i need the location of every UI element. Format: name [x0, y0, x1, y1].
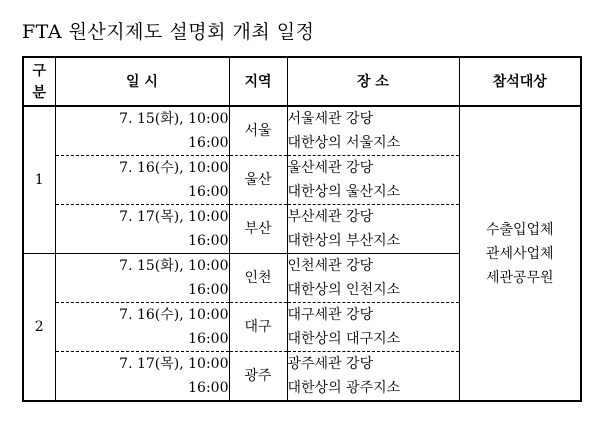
- datetime-cell: [55, 205, 229, 254]
- place-cell: [287, 352, 459, 402]
- header-datetime: 일 시: [55, 57, 229, 106]
- gubun-cell: 2: [23, 254, 55, 402]
- time-line: 16:00: [188, 282, 229, 298]
- place-line-2: 대한상의 부산지소: [287, 233, 401, 249]
- place-cell: [287, 106, 459, 156]
- date-line: 7. 17(목), 10:00: [119, 356, 229, 372]
- header-gubun-bottom: 분: [32, 84, 47, 101]
- place-line-2: 대한상의 울산지소: [287, 184, 401, 200]
- audience-line: 세관공무원: [485, 269, 554, 286]
- header-gubun-top: 구: [32, 62, 47, 79]
- place-line-1: 인천세관 강당: [287, 258, 374, 274]
- header-gubun: [23, 57, 55, 106]
- table-row: [23, 106, 581, 156]
- audience-line: 수출입업체: [485, 221, 554, 238]
- time-line: 16:00: [188, 233, 229, 249]
- place-line-2: 대한상의 대구지소: [287, 331, 401, 347]
- header-place: 장 소: [287, 57, 459, 106]
- region-cell: 대구: [229, 303, 287, 352]
- date-line: 7. 17(목), 10:00: [119, 209, 229, 225]
- time-line: 16:00: [188, 184, 229, 200]
- datetime-cell: [55, 156, 229, 205]
- date-line: 7. 16(수), 10:00: [119, 307, 229, 323]
- date-line: 7. 15(화), 10:00: [119, 258, 229, 274]
- header-audience: 참석대상: [459, 57, 581, 106]
- place-line-2: 대한상의 서울지소: [287, 135, 401, 151]
- region-cell: 광주: [229, 352, 287, 402]
- time-line: 16:00: [188, 331, 229, 347]
- place-line-1: 부산세관 강당: [287, 209, 374, 225]
- time-line: 16:00: [188, 380, 229, 396]
- datetime-cell: [55, 352, 229, 402]
- place-cell: [287, 156, 459, 205]
- region-cell: 부산: [229, 205, 287, 254]
- page-title: FTA 원산지제도 설명회 개최 일정: [22, 21, 315, 43]
- datetime-cell: [55, 254, 229, 303]
- place-line-2: 대한상의 인천지소: [287, 282, 401, 298]
- region-cell: 서울: [229, 106, 287, 156]
- audience-line: 관세사업체: [485, 245, 554, 262]
- table-header-row: [23, 57, 581, 106]
- region-cell: 인천: [229, 254, 287, 303]
- region-cell: 울산: [229, 156, 287, 205]
- place-cell: [287, 254, 459, 303]
- place-cell: [287, 303, 459, 352]
- place-line-2: 대한상의 광주지소: [287, 380, 401, 396]
- audience-cell: [459, 106, 581, 401]
- place-line-1: 광주세관 강당: [287, 356, 374, 372]
- time-line: 16:00: [188, 135, 229, 151]
- date-line: 7. 15(화), 10:00: [119, 111, 229, 127]
- place-line-1: 대구세관 강당: [287, 307, 374, 323]
- schedule-table: [22, 56, 582, 402]
- place-cell: [287, 205, 459, 254]
- place-line-1: 울산세관 강당: [287, 160, 374, 176]
- datetime-cell: [55, 106, 229, 156]
- datetime-cell: [55, 303, 229, 352]
- gubun-cell: 1: [23, 106, 55, 254]
- place-line-1: 서울세관 강당: [287, 111, 374, 127]
- date-line: 7. 16(수), 10:00: [119, 160, 229, 176]
- header-region: 지역: [229, 57, 287, 106]
